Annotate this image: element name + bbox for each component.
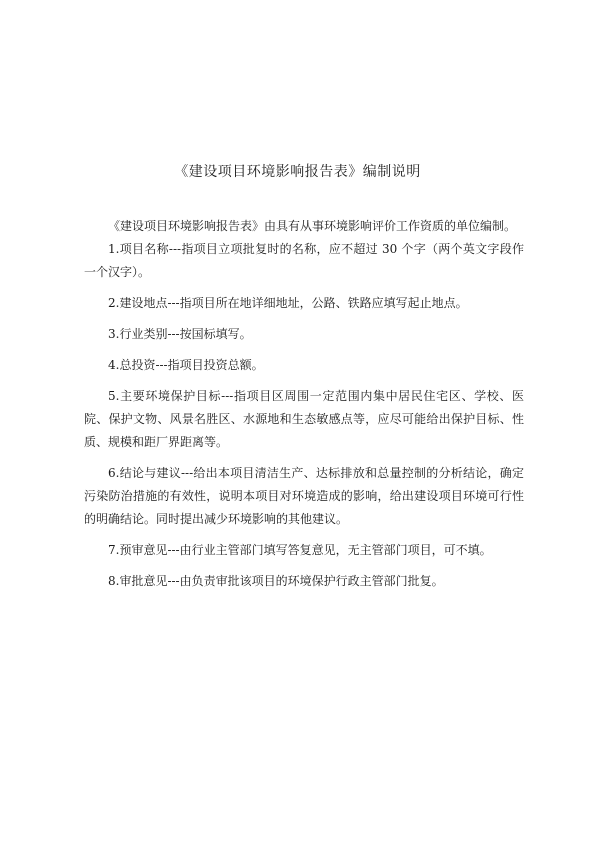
item-protection-targets: 5.主要环境保护目标---指项目区周围一定范围内集中居民住宅区、学校、医院、保护文物、风景名胜区、水源地和生态敏感点等，应尽可能给出保护目标、性质、规模和距厂界距离等。 (84, 389, 524, 449)
document-body (84, 215, 524, 601)
item-total-investment: 4.总投资---指项目投资总额。 (108, 358, 264, 372)
item-approval-opinion: 8.审批意见---由负责审批该项目的环境保护行政主管部门批复。 (108, 574, 444, 588)
item-conclusions: 6.结论与建议---给出本项目清洁生产、达标排放和总量控制的分析结论，确定污染防治措施的有效性，说明本项目对环境造成的影响，给出建设项目环境可行性的明确结论。同时提出减少环境影响的其他建议。 (84, 466, 524, 526)
page-title: 《建设项目环境影响报告表》编制说明 (174, 164, 421, 180)
item-preliminary-review: 7.预审意见---由行业主管部门填写答复意见，无主管部门项目，可不填。 (108, 543, 492, 557)
item-project-name: 1.项目名称---指项目立项批复时的名称，应不超过 30 个字（两个英文字段作一个汉字）。 (84, 242, 524, 279)
item-construction-site: 2.建设地点---指项目所在地详细地址，公路、铁路应填写起止地点。 (108, 296, 468, 310)
item-industry-category: 3.行业类别---按国标填写。 (108, 327, 252, 341)
intro-paragraph: 《建设项目环境影响报告表》由具有从事环境影响评价工作资质的单位编制。 (108, 219, 517, 233)
